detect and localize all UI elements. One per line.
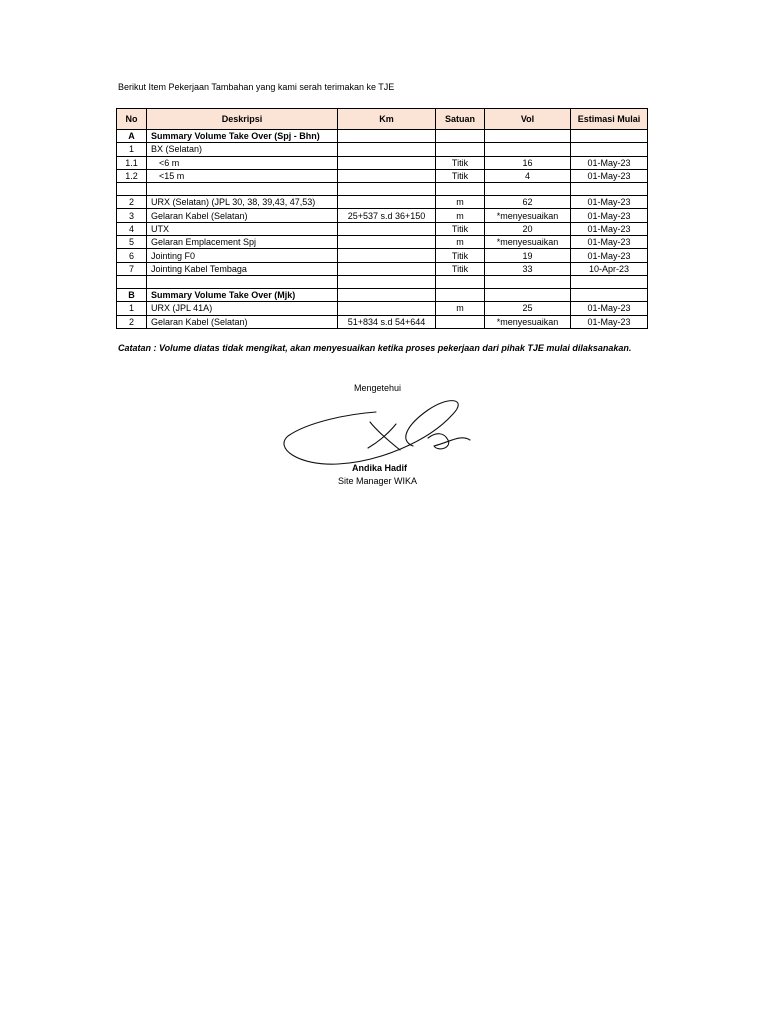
cell-satuan — [436, 288, 485, 301]
signer-name: Andika Hadif — [352, 463, 408, 473]
cell-no: 4 — [117, 222, 147, 235]
cell-deskripsi: URX (JPL 41A) — [147, 302, 338, 315]
cell-deskripsi: Summary Volume Take Over (Mjk) — [147, 288, 338, 301]
cell-estimasi-mulai: 01-May-23 — [571, 315, 648, 328]
intro-text: Berikut Item Pekerjaan Tambahan yang kami serah terimakan ke TJE — [118, 82, 395, 92]
table-row — [117, 143, 648, 156]
cell-satuan: Titik — [436, 262, 485, 275]
cell-satuan: m — [436, 196, 485, 209]
cell-satuan — [436, 275, 485, 288]
cell-deskripsi — [147, 183, 338, 196]
note-text: Catatan : Volume diatas tidak mengikat, akan menyesuaikan ketika proses pekerjaan dari pihak TJE mulai dilaksanakan. — [118, 343, 632, 353]
table-header-row — [117, 109, 648, 130]
cell-no: 1 — [117, 143, 147, 156]
table-row — [117, 222, 648, 235]
cell-satuan — [436, 130, 485, 143]
cell-estimasi-mulai: 01-May-23 — [571, 302, 648, 315]
cell-vol — [485, 130, 571, 143]
cell-satuan: Titik — [436, 249, 485, 262]
cell-estimasi-mulai: 01-May-23 — [571, 222, 648, 235]
cell-no: 6 — [117, 249, 147, 262]
cell-satuan — [436, 143, 485, 156]
cell-km — [338, 169, 436, 182]
table-row — [117, 262, 648, 275]
cell-deskripsi: Jointing Kabel Tembaga — [147, 262, 338, 275]
cell-km — [338, 156, 436, 169]
cell-km — [338, 275, 436, 288]
cell-no: 1.2 — [117, 169, 147, 182]
table-row — [117, 169, 648, 182]
cell-vol: *menyesuaikan — [485, 236, 571, 249]
cell-no — [117, 183, 147, 196]
header-deskripsi: Deskripsi — [147, 109, 338, 130]
cell-satuan — [436, 183, 485, 196]
cell-vol: 33 — [485, 262, 571, 275]
cell-vol — [485, 275, 571, 288]
cell-estimasi-mulai: 10-Apr-23 — [571, 262, 648, 275]
cell-no: 7 — [117, 262, 147, 275]
cell-no: 2 — [117, 315, 147, 328]
cell-vol: 4 — [485, 169, 571, 182]
table-row — [117, 209, 648, 222]
cell-deskripsi: Summary Volume Take Over (Spj - Bhn) — [147, 130, 338, 143]
cell-estimasi-mulai — [571, 275, 648, 288]
header-no: No — [117, 109, 147, 130]
cell-km — [338, 130, 436, 143]
cell-no: 5 — [117, 236, 147, 249]
cell-satuan: m — [436, 302, 485, 315]
handwritten-signature — [278, 392, 478, 472]
cell-satuan: Titik — [436, 222, 485, 235]
cell-km — [338, 249, 436, 262]
cell-deskripsi: Gelaran Kabel (Selatan) — [147, 315, 338, 328]
cell-deskripsi: BX (Selatan) — [147, 143, 338, 156]
cell-km — [338, 262, 436, 275]
table-row — [117, 249, 648, 262]
cell-deskripsi: <6 m — [147, 156, 338, 169]
cell-km — [338, 236, 436, 249]
cell-no: 2 — [117, 196, 147, 209]
work-items-table — [116, 108, 648, 329]
cell-deskripsi: UTX — [147, 222, 338, 235]
header-satuan: Satuan — [436, 109, 485, 130]
cell-satuan: Titik — [436, 156, 485, 169]
cell-km — [338, 143, 436, 156]
cell-vol: 16 — [485, 156, 571, 169]
cell-satuan: m — [436, 209, 485, 222]
cell-km — [338, 222, 436, 235]
cell-estimasi-mulai — [571, 143, 648, 156]
header-km: Km — [338, 109, 436, 130]
acknowledgement-label: Mengetehui — [354, 383, 402, 393]
cell-km — [338, 196, 436, 209]
cell-satuan: Titik — [436, 169, 485, 182]
cell-no: 3 — [117, 209, 147, 222]
signer-title: Site Manager WIKA — [338, 476, 418, 486]
cell-km: 51+834 s.d 54+644 — [338, 315, 436, 328]
header-estimasi-mulai: Estimasi Mulai — [571, 109, 648, 130]
cell-km: 25+537 s.d 36+150 — [338, 209, 436, 222]
cell-vol — [485, 183, 571, 196]
cell-estimasi-mulai — [571, 183, 648, 196]
cell-estimasi-mulai: 01-May-23 — [571, 156, 648, 169]
table-row — [117, 315, 648, 328]
cell-km — [338, 288, 436, 301]
cell-no — [117, 275, 147, 288]
cell-no: A — [117, 130, 147, 143]
cell-vol: *menyesuaikan — [485, 209, 571, 222]
cell-satuan — [436, 315, 485, 328]
cell-no: 1.1 — [117, 156, 147, 169]
cell-no: B — [117, 288, 147, 301]
cell-vol: 62 — [485, 196, 571, 209]
table-row — [117, 156, 648, 169]
cell-deskripsi — [147, 275, 338, 288]
cell-deskripsi: <15 m — [147, 169, 338, 182]
cell-vol: *menyesuaikan — [485, 315, 571, 328]
table-row — [117, 196, 648, 209]
cell-satuan: m — [436, 236, 485, 249]
cell-estimasi-mulai — [571, 288, 648, 301]
cell-vol: 19 — [485, 249, 571, 262]
header-vol: Vol — [485, 109, 571, 130]
cell-estimasi-mulai: 01-May-23 — [571, 236, 648, 249]
cell-vol: 20 — [485, 222, 571, 235]
cell-deskripsi: Jointing F0 — [147, 249, 338, 262]
cell-estimasi-mulai: 01-May-23 — [571, 249, 648, 262]
cell-deskripsi: Gelaran Kabel (Selatan) — [147, 209, 338, 222]
table-row — [117, 288, 648, 301]
cell-vol — [485, 143, 571, 156]
cell-km — [338, 183, 436, 196]
cell-km — [338, 302, 436, 315]
cell-estimasi-mulai — [571, 130, 648, 143]
table-row — [117, 130, 648, 143]
cell-vol — [485, 288, 571, 301]
cell-deskripsi: URX (Selatan) (JPL 30, 38, 39,43, 47,53) — [147, 196, 338, 209]
cell-estimasi-mulai: 01-May-23 — [571, 169, 648, 182]
cell-estimasi-mulai: 01-May-23 — [571, 209, 648, 222]
cell-estimasi-mulai: 01-May-23 — [571, 196, 648, 209]
table-row — [117, 302, 648, 315]
cell-vol: 25 — [485, 302, 571, 315]
table-row — [117, 236, 648, 249]
cell-deskripsi: Gelaran Emplacement Spj — [147, 236, 338, 249]
table-row — [117, 275, 648, 288]
cell-no: 1 — [117, 302, 147, 315]
table-row — [117, 183, 648, 196]
